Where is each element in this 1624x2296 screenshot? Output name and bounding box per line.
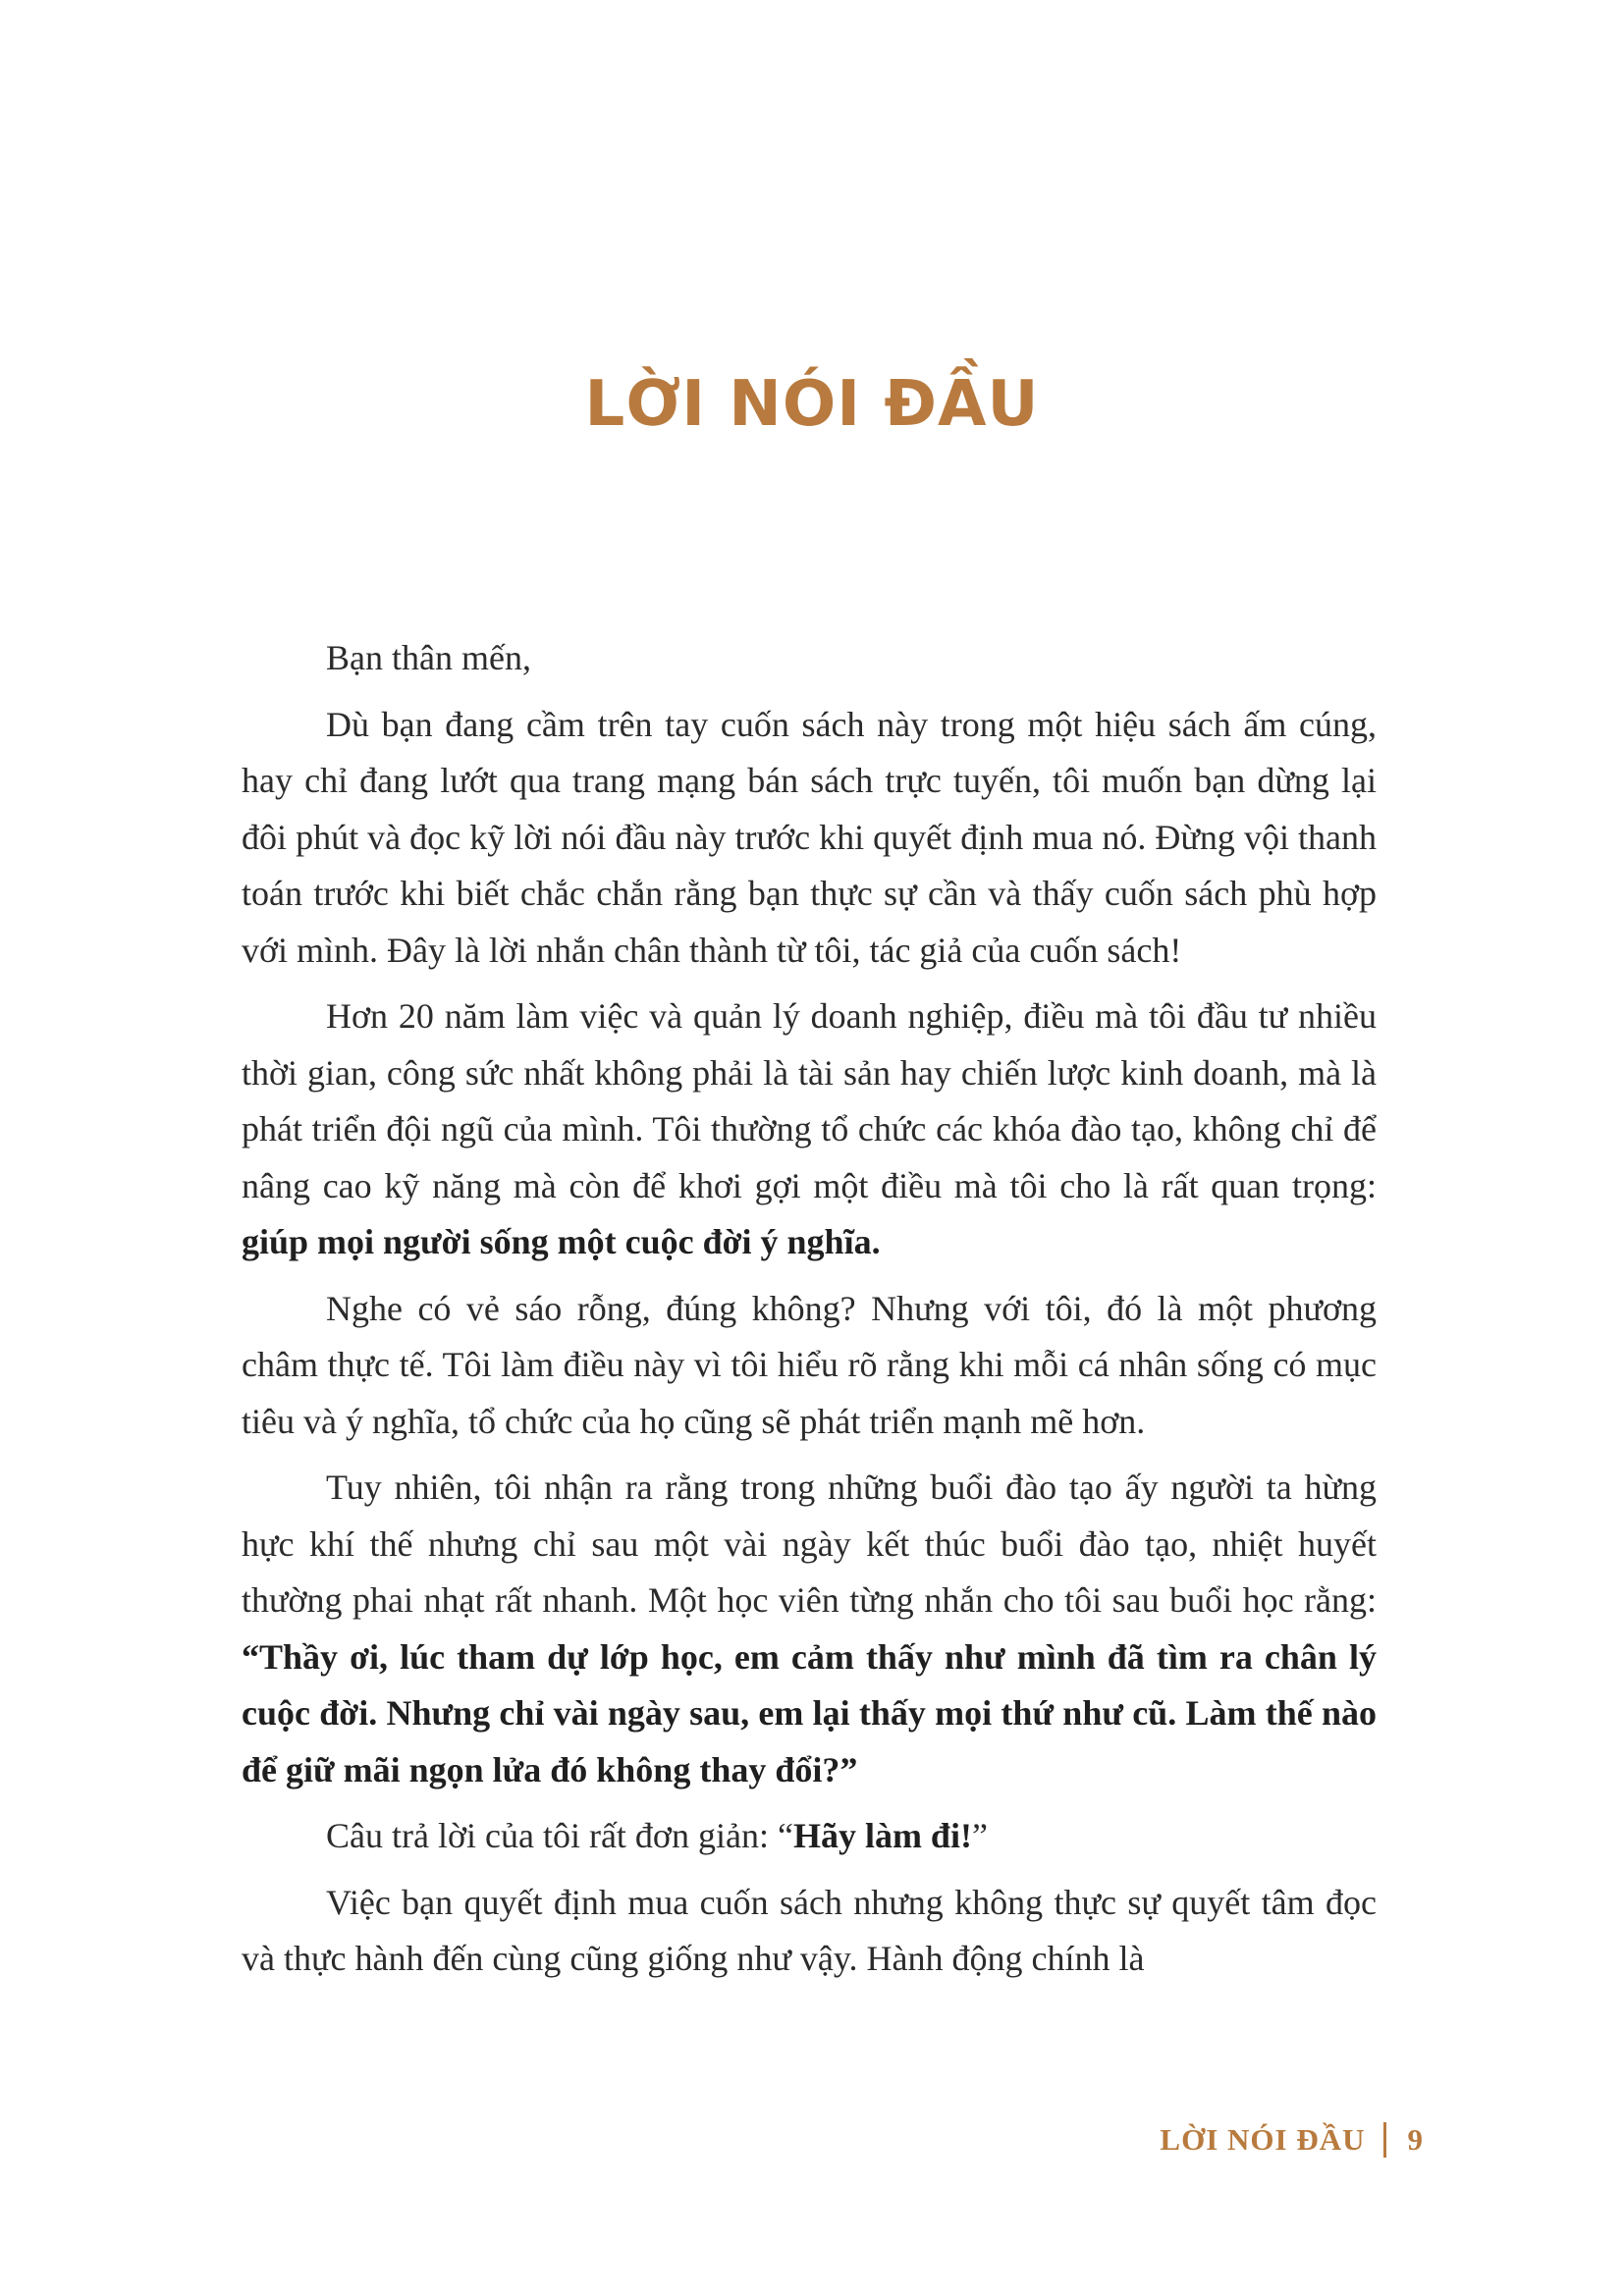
paragraph-text: Việc bạn quyết định mua cuốn sách nhưng không thực sự quyết tâm đọc và thực hành đến cùng cũng giống như vậy. Hành động chính là xyxy=(242,1882,1377,1978)
paragraph-emphasis: giúp mọi người sống một cuộc đời ý nghĩa. xyxy=(242,1222,881,1261)
footer-divider xyxy=(1383,2122,1386,2158)
paragraph-text: Tuy nhiên, tôi nhận ra rằng trong những buổi đào tạo ấy người ta hừng hực khí thế nhưng chỉ sau một vài ngày kết thúc buổi đào tạo, nhiệt huyết thường phai nhạt rất nhanh. Một học viên từng nhắn cho tôi sau buổi học rằng: xyxy=(242,1468,1377,1620)
paragraph-text: Hơn 20 năm làm việc và quản lý doanh nghiệp, điều mà tôi đầu tư nhiều thời gian, công sức nhất không phải là tài sản hay chiến lược kinh doanh, mà là phát triển đội ngũ của mình. Tôi thường tổ chức các khóa đào tạo, không chỉ để nâng cao kỹ năng mà còn để khơi gợi một điều mà tôi cho là rất quan trọng: xyxy=(242,996,1377,1205)
page-title: LỜI NÓI ĐẦU xyxy=(584,368,1040,441)
page-number: 9 xyxy=(1407,2122,1424,2157)
salutation-text: Bạn thân mến, xyxy=(326,638,531,677)
page-footer xyxy=(1160,2122,1424,2158)
running-title: LỜI NÓI ĐẦU xyxy=(1160,2122,1366,2157)
paragraph-text: Câu trả lời của tôi rất đơn giản: “ xyxy=(326,1816,793,1855)
paragraph xyxy=(242,1281,1377,1451)
body-text xyxy=(242,630,1377,1998)
paragraph-text-after: ” xyxy=(971,1816,988,1855)
salutation xyxy=(242,630,1377,687)
paragraph xyxy=(242,1808,1377,1865)
paragraph xyxy=(242,697,1377,980)
paragraph xyxy=(242,988,1377,1271)
paragraph-text: Dù bạn đang cầm trên tay cuốn sách này trong một hiệu sách ấm cúng, hay chỉ đang lướt qua trang mạng bán sách trực tuyến, tôi muốn bạn dừng lại đôi phút và đọc kỹ lời nói đầu này trước khi quyết định mua nó. Đừng vội thanh toán trước khi biết chắc chắn rằng bạn thực sự cần và thấy cuốn sách phù hợp với mình. Đây là lời nhắn chân thành từ tôi, tác giả của cuốn sách! xyxy=(242,704,1377,970)
paragraph xyxy=(242,1875,1377,1988)
paragraph-emphasis: Hãy làm đi! xyxy=(792,1816,972,1855)
paragraph-emphasis: “Thầy ơi, lúc tham dự lớp học, em cảm thấy như mình đã tìm ra chân lý cuộc đời. Nhưng chỉ vài ngày sau, em lại thấy mọi thứ như cũ. Làm thế nào để giữ mãi ngọn lửa đó không thay đổi?” xyxy=(242,1636,1377,1789)
paragraph-text: Nghe có vẻ sáo rỗng, đúng không? Nhưng với tôi, đó là một phương châm thực tế. Tôi làm điều này vì tôi hiểu rõ rằng khi mỗi cá nhân sống có mục tiêu và ý nghĩa, tổ chức của họ cũng sẽ phát triển mạnh mẽ hơn. xyxy=(242,1288,1377,1441)
paragraph xyxy=(242,1460,1377,1798)
